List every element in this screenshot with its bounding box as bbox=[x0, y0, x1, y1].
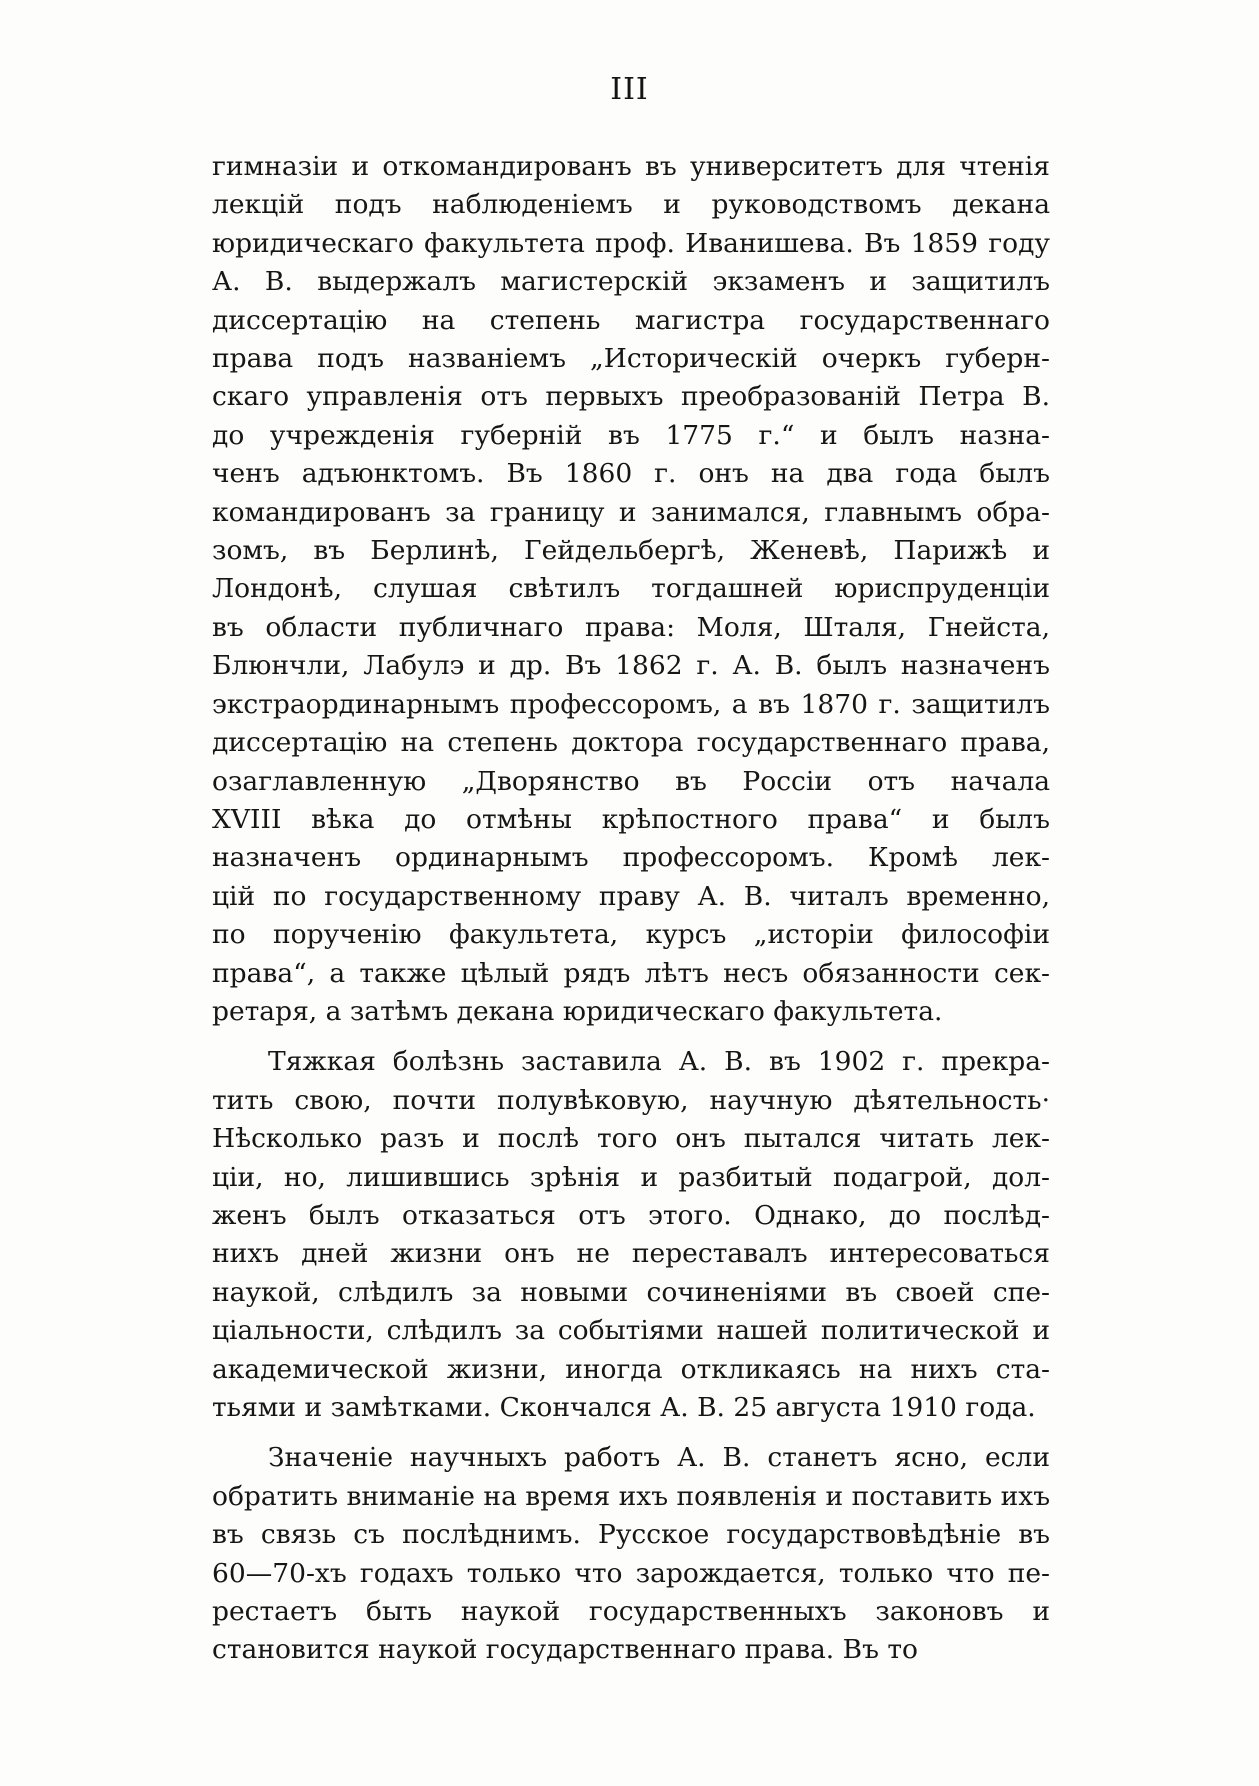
text-line: цій по государственному праву А. В. читалъ временно, bbox=[212, 880, 1050, 912]
text-line: диссертацію на степень магистра государственнаго bbox=[212, 304, 1050, 336]
text-line: женъ былъ отказаться отъ этого. Однако, до послѣд- bbox=[212, 1199, 1050, 1231]
text-line: скаго управленія отъ первыхъ преобразованій Петра В. bbox=[212, 381, 1050, 413]
text-line: Нѣсколько разъ и послѣ того онъ пытался читать лек- bbox=[212, 1123, 1050, 1155]
text-line: наукой, слѣдилъ за новыми сочиненіями въ своей спе- bbox=[212, 1276, 1050, 1308]
text-line: обратить вниманіе на время ихъ появленія и поставить ихъ bbox=[212, 1480, 1050, 1512]
text-line: становится наукой государственнаго права. Въ то bbox=[212, 1634, 919, 1666]
text-line: ціальности, слѣдилъ за событіями нашей политической и bbox=[212, 1315, 1050, 1347]
text-line: диссертацію на степень доктора государственнаго права, bbox=[212, 727, 1050, 759]
text-line: тить свою, почти полувѣковую, научную дѣятельность· bbox=[212, 1084, 1050, 1116]
body-text bbox=[212, 148, 1050, 1670]
text-line: въ области публичнаго права: Моля, Шталя, Гнейста, bbox=[212, 611, 1050, 643]
text-line: лекцій подъ наблюденіемъ и руководствомъ декана bbox=[212, 189, 1050, 221]
text-line: юридическаго факультета проф. Иванишева. Въ 1859 году bbox=[212, 227, 1050, 259]
text-line: академической жизни, иногда откликаясь на нихъ ста- bbox=[212, 1353, 1050, 1385]
text-line: назначенъ ординарнымъ профессоромъ. Кромѣ лек- bbox=[212, 842, 1050, 874]
text-line: по порученію факультета, курсъ „исторіи философіи bbox=[212, 919, 1050, 951]
text-line: ціи, но, лишившись зрѣнія и разбитый подагрой, дол- bbox=[212, 1161, 1050, 1193]
text-line: нихъ дней жизни онъ не переставалъ интересоваться bbox=[212, 1238, 1050, 1270]
text-line: озаглавленную „Дворянство въ Россіи отъ начала bbox=[212, 765, 1050, 797]
text-line: Тяжкая болѣзнь заставила А. В. въ 1902 г. прекра- bbox=[268, 1046, 1050, 1078]
text-line: права подъ названіемъ „Историческій очеркъ губерн- bbox=[212, 343, 1050, 375]
text-line: права“, а также цѣлый рядъ лѣтъ несъ обязанности сек- bbox=[212, 957, 1050, 989]
text-line: XVIII вѣка до отмѣны крѣпостного права“ и былъ bbox=[212, 803, 1050, 835]
text-line: командированъ за границу и занимался, главнымъ обра- bbox=[212, 496, 1050, 528]
text-line: тьями и замѣтками. Скончался А. В. 25 августа 1910 года. bbox=[212, 1392, 1036, 1423]
text-line: гимназіи и откомандированъ въ университетъ для чтенія bbox=[212, 151, 1050, 182]
text-line: ретаря, а затѣмъ декана юридическаго факультета. bbox=[212, 995, 943, 1027]
text-line: ченъ адъюнктомъ. Въ 1860 г. онъ на два года былъ bbox=[212, 458, 1050, 490]
text-line: Блюнчли, Лабулэ и др. Въ 1862 г. А. В. былъ назначенъ bbox=[212, 650, 1050, 682]
page-number: III bbox=[610, 72, 649, 107]
text-line: въ связь съ послѣднимъ. Русское государствовѣдѣніе въ bbox=[212, 1519, 1050, 1551]
paragraph bbox=[212, 148, 1050, 1031]
text-line: 60—70-хъ годахъ только что зарождается, только что пе- bbox=[212, 1557, 1050, 1589]
text-line: А. В. выдержалъ магистерскій экзаменъ и защитилъ bbox=[212, 266, 1050, 298]
text-line: экстраординарнымъ профессоромъ, а въ 1870 г. защитилъ bbox=[212, 688, 1050, 720]
text-line: до учрежденія губерній въ 1775 г.“ и былъ назна- bbox=[212, 419, 1050, 451]
text-line: Лондонѣ, слушая свѣтилъ тогдашней юриспруденціи bbox=[212, 573, 1050, 605]
paragraph bbox=[212, 1439, 1050, 1669]
text-line: Значеніе научныхъ работъ А. В. станетъ ясно, если bbox=[268, 1442, 1050, 1474]
text-line: зомъ, въ Берлинѣ, Гейдельбергѣ, Женевѣ, Парижѣ и bbox=[212, 535, 1050, 567]
paragraph bbox=[212, 1043, 1050, 1427]
text-line: рестаетъ быть наукой государственныхъ законовъ и bbox=[212, 1596, 1050, 1628]
